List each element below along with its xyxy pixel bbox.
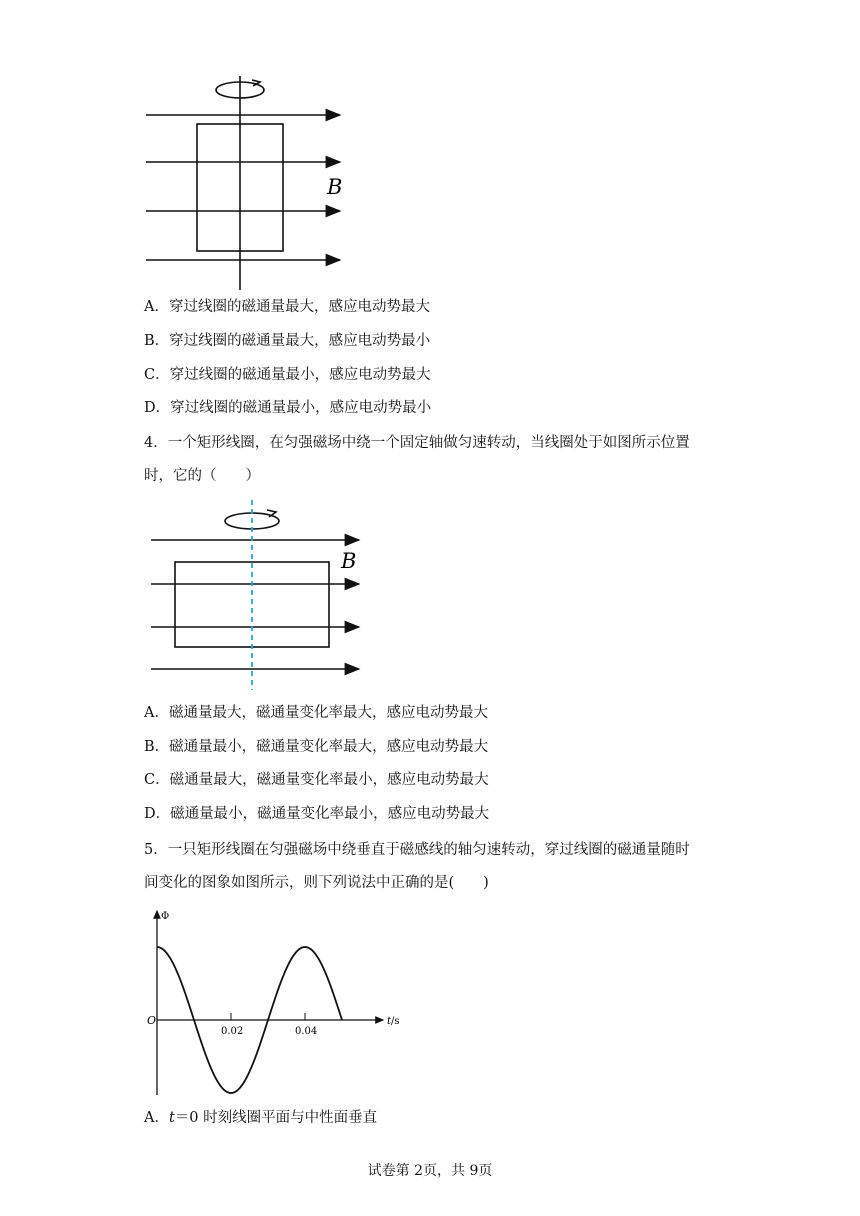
q4-stem-line1: 4．一个矩形线圈，在匀强磁场中绕一个固定轴做匀速转动，当线圈处于如图所示位置	[144, 435, 690, 451]
x-tick-label: 0.02	[221, 1026, 244, 1037]
figure-coil-horizontal	[145, 500, 370, 692]
q4-option-d: D．磁通量最小，磁通量变化率最小，感应电动势最大	[144, 806, 490, 822]
flux-time-chart	[140, 905, 410, 1100]
q5-option-a-text: ＝0 时刻线圈平面与中性面垂直	[174, 1110, 378, 1126]
figure-coil-vertical	[140, 72, 360, 294]
q5-option-a-prefix: A．	[144, 1110, 169, 1126]
field-label-b: B	[341, 549, 357, 573]
x-axis-label: t/s	[387, 1016, 400, 1027]
q4-option-b: B．磁通量最小，磁通量变化率最大，感应电动势最大	[144, 739, 489, 755]
field-label-b: B	[327, 175, 343, 199]
q3-option-b: B．穿过线圈的磁通量最大，感应电动势最小	[144, 333, 431, 349]
x-tick-label: 0.04	[295, 1026, 318, 1037]
q4-option-a: A．磁通量最大，磁通量变化率最大，感应电动势最大	[144, 705, 488, 721]
q5-option-a-var: t	[168, 1110, 175, 1126]
q3-option-c: C．穿过线圈的磁通量最小，感应电动势最大	[144, 367, 431, 383]
q3-option-d: D．穿过线圈的磁通量最小，感应电动势最小	[144, 400, 432, 416]
q4-option-c: C．磁通量最大，磁通量变化率最小，感应电动势最大	[144, 772, 489, 788]
q4-stem-line2: 时，它的（ ）	[144, 468, 260, 484]
y-axis-label: Φ	[161, 911, 170, 922]
q5-option-a	[144, 1108, 377, 1128]
q3-option-a: A．穿过线圈的磁通量最大，感应电动势最大	[144, 299, 430, 315]
q5-stem-line2: 间变化的图象如图所示，则下列说法中正确的是( )	[144, 875, 489, 891]
q5-stem-line1: 5．一只矩形线圈在匀强磁场中绕垂直于磁感线的轴匀速转动，穿过线圈的磁通量随时	[144, 842, 690, 858]
origin-label: O	[147, 1014, 157, 1027]
page-footer: 试卷第 2页，共 9页	[367, 1163, 493, 1179]
